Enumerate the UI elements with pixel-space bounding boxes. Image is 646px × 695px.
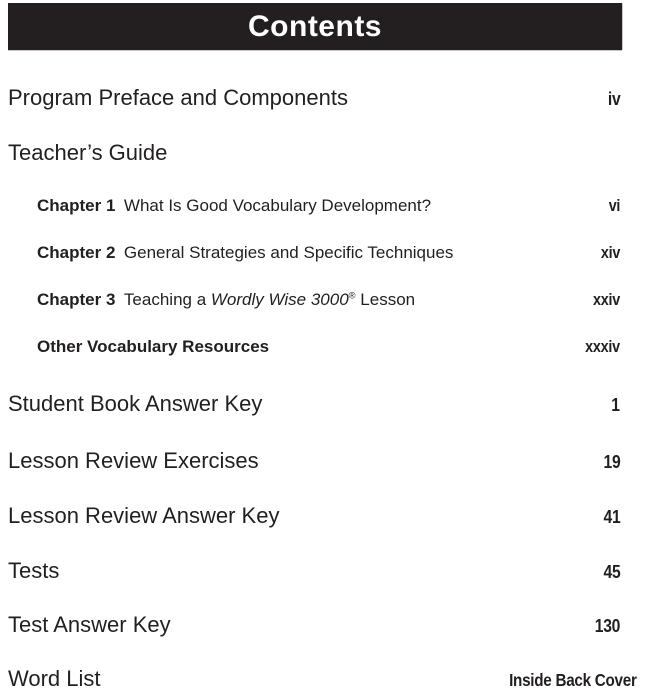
page-number: 19 [603,452,620,472]
label-text: Program Preface and Components [8,85,348,110]
page-number: 130 [594,616,620,636]
label-text: Teaching a [123,290,211,309]
toc-entry [8,83,620,114]
toc-entry-label [8,664,101,694]
toc-entry [8,241,620,265]
chapter-prefix: Chapter 1 [37,196,116,215]
label-text: Lesson [355,290,416,309]
page-number: vi [608,197,620,215]
toc-entry-label [8,138,167,168]
label-text: General Strategies and Specific Techniques [123,243,454,262]
page-number: xxiv [593,291,620,309]
toc-entry [8,138,620,168]
toc-entry-label [8,389,262,419]
toc-entry [8,288,620,312]
label-text: Lesson Review Answer Key [8,503,280,528]
chapter-prefix: Chapter 2 [37,243,116,262]
toc-entry [8,664,637,695]
toc-entry-label [8,83,348,113]
toc-entry [8,556,620,587]
label-text: Other Vocabulary Resources [37,337,270,356]
toc-entry-label [37,194,431,218]
toc-entry-label [8,501,279,531]
toc-entry [8,194,620,218]
label-text: Teacher’s Guide [8,140,168,165]
contents-header-bar [8,3,622,50]
page-title: Contents [248,9,382,43]
toc-entry [8,335,620,359]
toc-entry-label [8,446,259,476]
toc-entry-label [37,288,415,312]
label-text: Tests [8,558,60,583]
label-text: Word List [8,666,101,691]
page-number: xiv [600,244,620,262]
toc-entry [8,501,620,532]
toc-entry [8,389,620,420]
toc-entry-label [37,241,453,265]
toc-entry [8,446,620,477]
label-text: What Is Good Vocabulary Development? [123,196,432,215]
book-title-italic: Wordly Wise 3000 [210,290,349,309]
label-text: Lesson Review Exercises [8,448,259,473]
chapter-prefix: Chapter 3 [37,290,116,309]
toc-entry [8,610,620,641]
label-text: Test Answer Key [8,612,171,637]
toc-entry-label [8,610,171,640]
toc-entry-label [8,556,59,586]
toc-list [0,83,646,695]
toc-entry-label [37,335,269,359]
page-number: xxxiv [585,338,620,356]
label-text: Student Book Answer Key [8,391,263,416]
page-number: Inside Back Cover [509,670,637,690]
page-number: 41 [603,507,620,527]
page-number: iv [607,89,620,109]
page-number: 45 [603,562,620,582]
page-number: 1 [611,395,620,415]
registered-mark: ® [348,290,356,301]
